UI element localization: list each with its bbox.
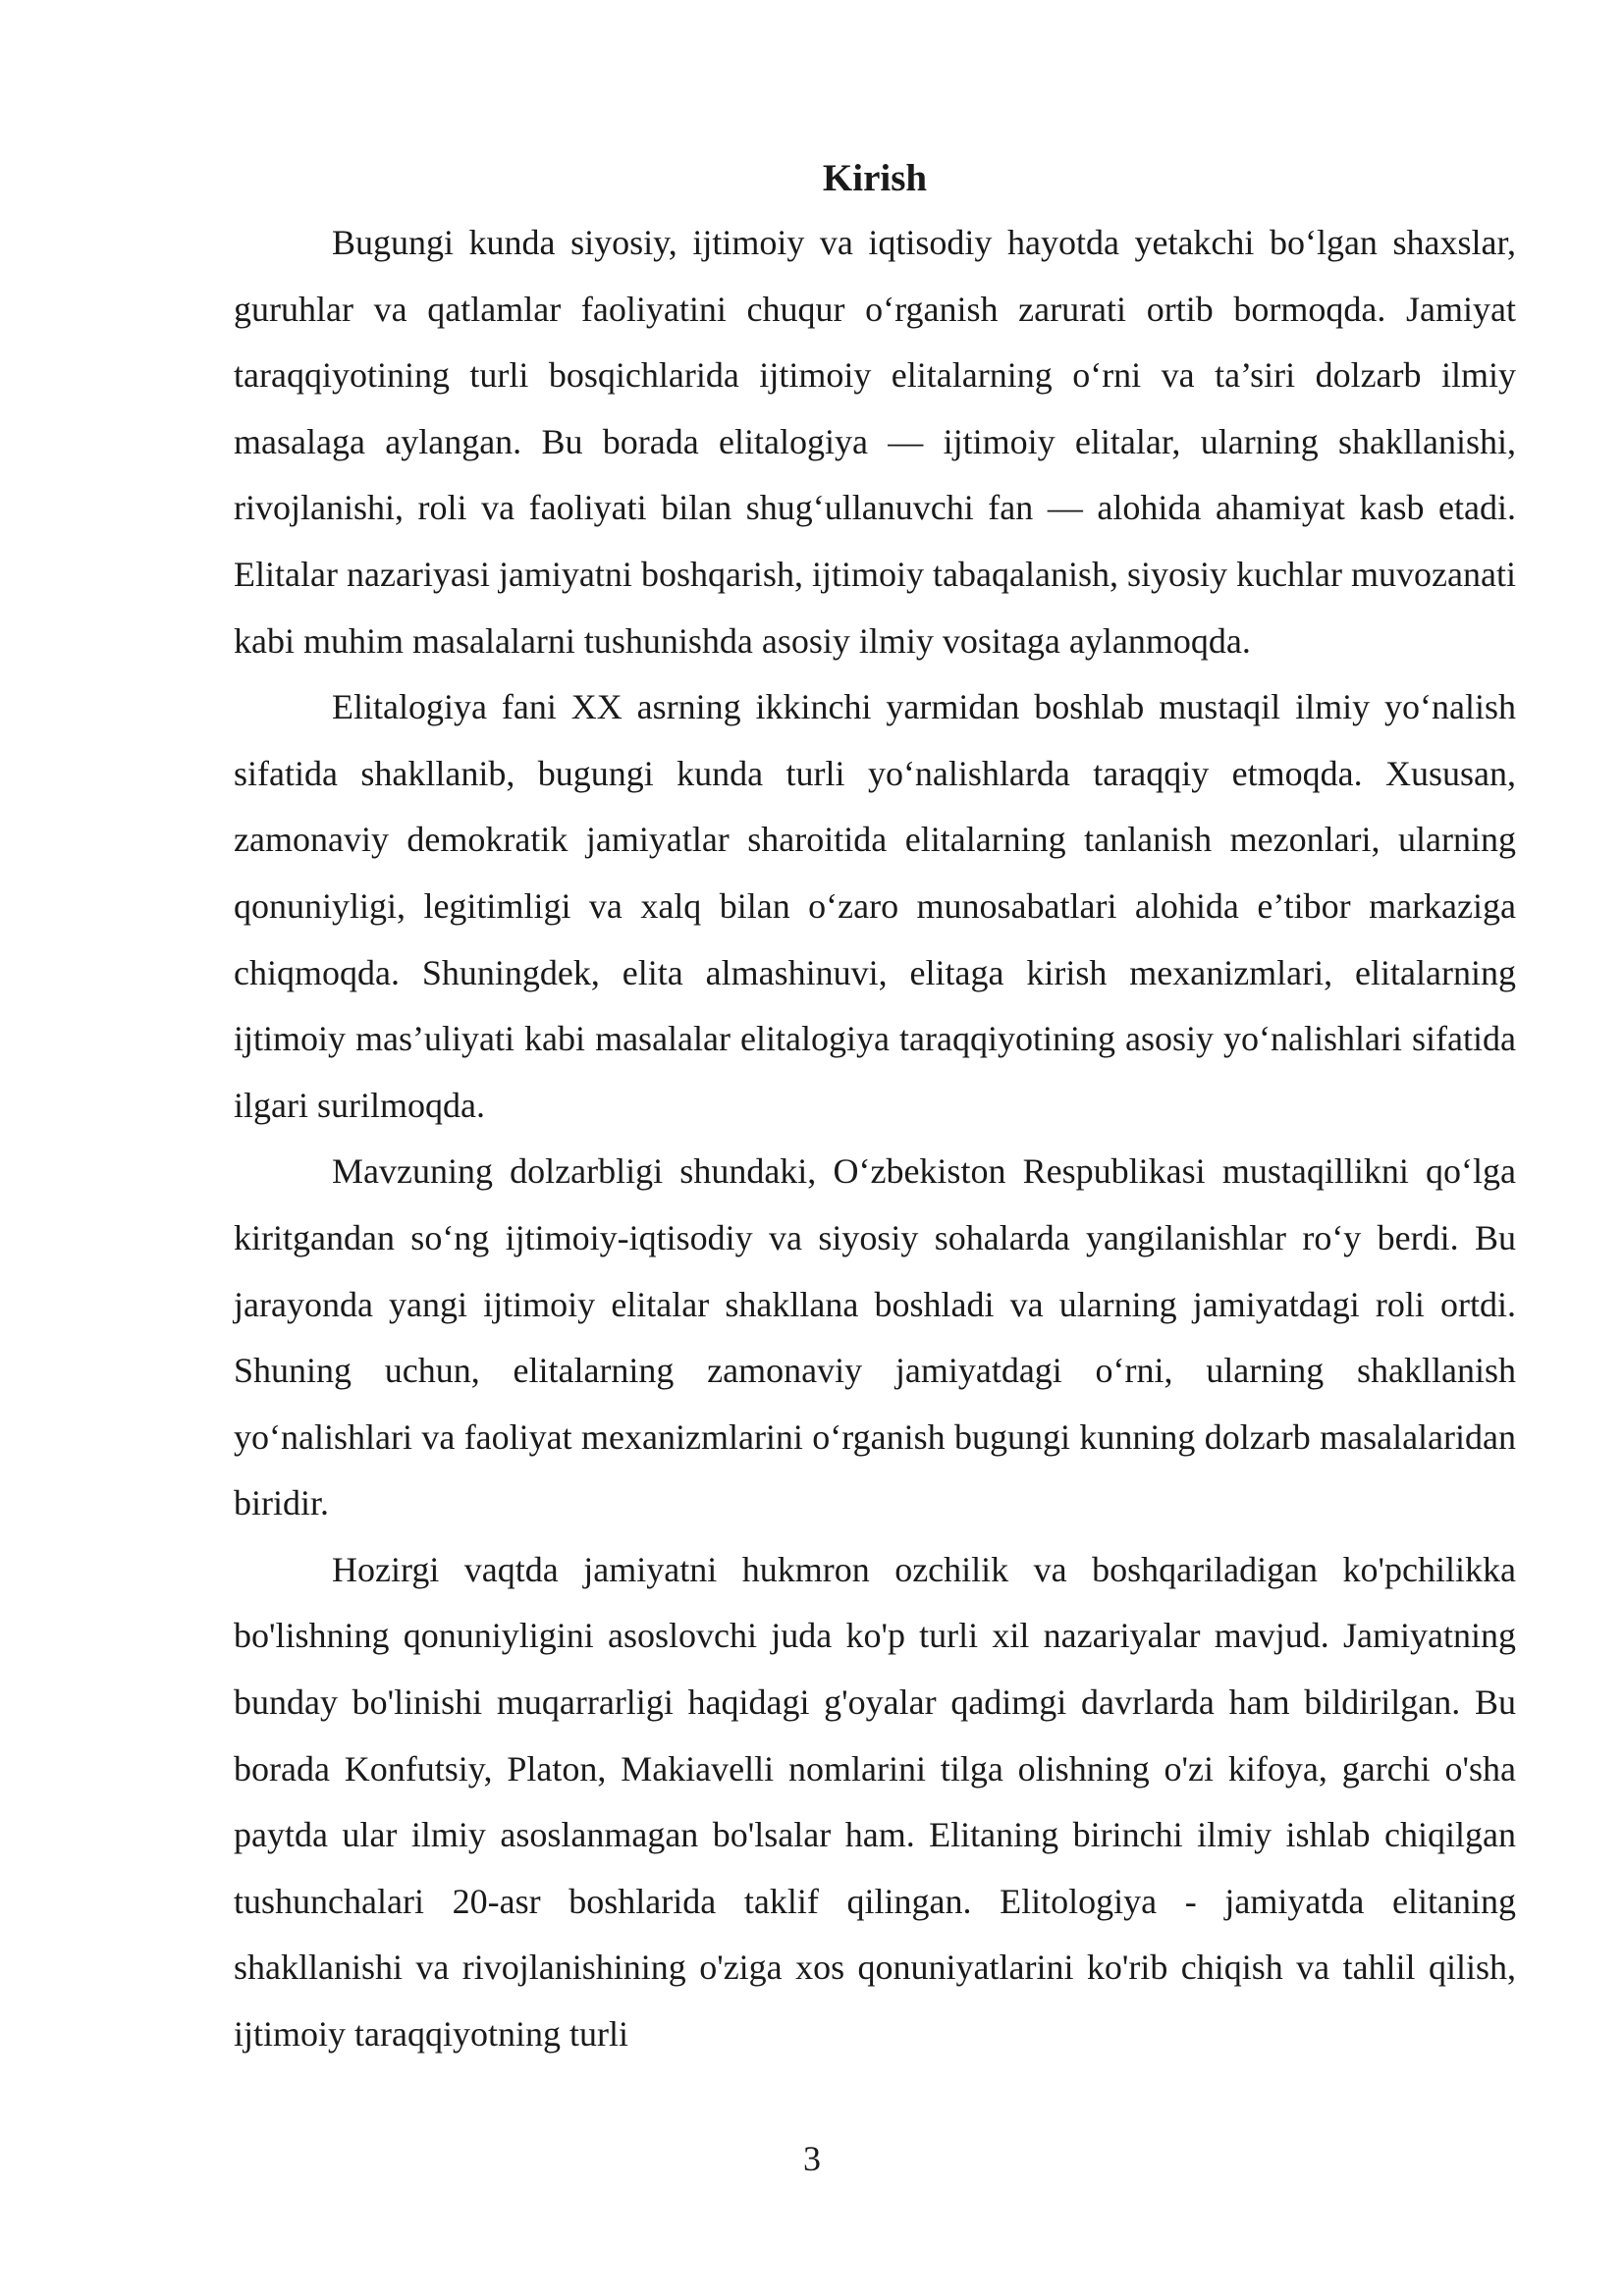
page-number: 3 <box>803 2139 821 2178</box>
paragraph: Bugungi kunda siyosiy, ijtimoiy va iqtisodiy hayotda yetakchi bo‘lgan shaxslar, guruhlar va qatlamlar faoliyatini chuqur o‘rganish zarurati ortib bormoqda. Jamiyat taraqqiyotining turli bosqichlarida ijtimoiy elitalarning o‘rni va ta’siri dolzarb ilmiy masalaga aylangan. Bu borada elitalogiya — ijtimoiy elitalar, ularning shakllanishi, rivojlanishi, roli va faoliyati bilan shug‘ullanuvchi fan — alohida ahamiyat kasb etadi. Elitalar nazariyasi jamiyatni boshqarish, ijtimoiy tabaqalanish, siyosiy kuchlar muvozanati kabi muhim masalalarni tushunishda asosiy ilmiy vositaga aylanmoqda. <box>234 223 1516 661</box>
section-title: Kirish <box>822 157 928 199</box>
paragraph: Mavzuning dolzarbligi shundaki, O‘zbekiston Respublikasi mustaqillikni qo‘lga kiritgandan so‘ng ijtimoiy-iqtisodiy va siyosiy sohalarda yangilanishlar ro‘y berdi. Bu jarayonda yangi ijtimoiy elitalar shakllana boshladi va ularning jamiyatdagi roli ortdi. Shuning uchun, elitalarning zamonaviy jamiyatdagi o‘rni, ularning shakllanish yo‘nalishlari va faoliyat mexanizmlarini o‘rganish bugungi kunning dolzarb masalalaridan biridir. <box>234 1151 1516 1523</box>
paragraph: Elitalogiya fani XX asrning ikkinchi yarmidan boshlab mustaqil ilmiy yo‘nalish sifatida shakllanib, bugungi kunda turli yo‘nalishlarda taraqqiy etmoqda. Xususan, zamonaviy demokratik jamiyatlar sharoitida elitalarning tanlanish mezonlari, ularning qonuniyligi, legitimligi va xalq bilan o‘zaro munosabatlari alohida e’tibor markaziga chiqmoqda. Shuningdek, elita almashinuvi, elitaga kirish mexanizmlari, elitalarning ijtimoiy mas’uliyati kabi masalalar elitalogiya taraqqiyotining asosiy yo‘nalishlari sifatida ilgari surilmoqda. <box>234 687 1516 1125</box>
page-body <box>234 147 1516 2068</box>
paragraph: Hozirgi vaqtda jamiyatni hukmron ozchilik va boshqariladigan ko'pchilikka bo'lishning qonuniyligini asoslovchi juda ko'p turli xil nazariyalar mavjud. Jamiyatning bunday bo'linishi muqarrarligi haqidagi g'oyalar qadimgi davrlarda ham bildirilgan. Bu borada Konfutsiy, Platon, Makiavelli nomlarini tilga olishning o'zi kifoya, garchi o'sha paytda ular ilmiy asoslanmagan bo'lsalar ham. Elitaning birinchi ilmiy ishlab chiqilgan tushunchalari 20-asr boshlarida taklif qilingan. Elitologiya - jamiyatda elitaning shakllanishi va rivojlanishining o'ziga xos qonuniyatlarini ko'rib chiqish va tahlil qilish, ijtimoiy taraqqiyotning turli <box>234 1549 1516 2055</box>
